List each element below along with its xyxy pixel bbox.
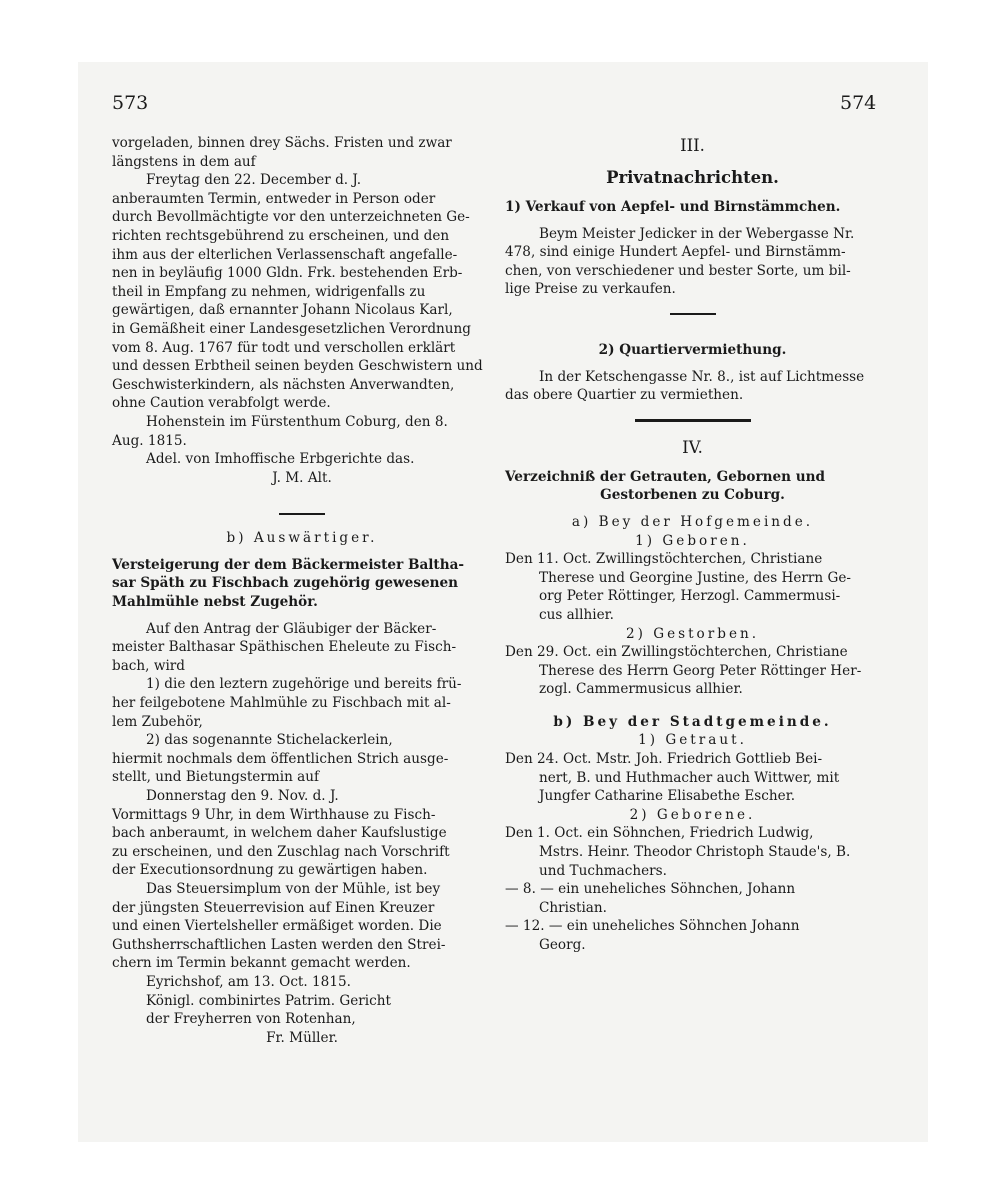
text-line: Auf den Antrag der Gläubiger der Bäcker- <box>146 620 437 637</box>
text-line: Christian. <box>539 899 607 916</box>
text-line: durch Bevollmächtigte vor den unterzeichneten Ge- <box>112 209 470 226</box>
text-line: stellt, und Bietungstermin auf <box>112 769 320 786</box>
text-line: das obere Quartier zu vermiethen. <box>505 387 744 404</box>
text-line: zu erscheinen, und den Zuschlag nach Vorschrift <box>112 843 450 860</box>
text-line: Beym Meister Jedicker in der Webergasse Nr. <box>539 225 855 242</box>
signature: der Freyherren von Rotenhan, <box>146 1011 356 1028</box>
text-line: Den 29. Oct. ein Zwillingstöchterchen, Christiane <box>505 644 848 661</box>
text-line: theil in Empfang zu nehmen, widrigenfalls zu <box>112 283 426 300</box>
text-line: 1) die den leztern zugehörige und bereits frü- <box>146 676 462 693</box>
text-line: chen, von verschiedener und bester Sorte, um bil- <box>505 262 851 279</box>
text-line: und dessen Erbtheil seinen beyden Geschwistern und <box>112 358 483 375</box>
text-line: lem Zubehör, <box>112 713 203 730</box>
sub-heading: 2) Gestorben. <box>625 625 760 642</box>
auction-title: Versteigerung der dem Bäckermeister Baltha- <box>112 556 465 573</box>
left-column <box>112 134 492 1047</box>
text-line: bach anberaumt, in welchem daher Kaufslustige <box>112 825 447 842</box>
right-column <box>505 134 880 955</box>
text-line: In der Ketschengasse Nr. 8., ist auf Lichtmesse <box>539 368 865 385</box>
text-line: längstens in dem auf <box>112 153 256 170</box>
sub-heading: b) Auswärtiger. <box>226 530 378 547</box>
section-title: Gestorbenen zu Coburg. <box>600 487 785 504</box>
text-line: richten rechtsgebührend zu erscheinen, und den <box>112 227 450 244</box>
section-number: III. <box>680 136 705 155</box>
text-line: Freytag den 22. December d. J. <box>146 172 362 189</box>
text-line: Guthsherrschaftlichen Lasten werden den Strei- <box>112 936 446 953</box>
signature: Adel. von Imhoffische Erbgerichte das. <box>146 451 415 468</box>
text-line: — 8. — ein uneheliches Söhnchen, Johann <box>505 881 796 898</box>
text-line: Georg. <box>539 937 586 953</box>
text-line: Jungfer Catharine Elisabethe Escher. <box>539 788 796 805</box>
place-date: Aug. 1815. <box>112 432 187 449</box>
text-line: 2) das sogenannte Stichelackerlein, <box>146 732 393 749</box>
text-line: der jüngsten Steuerrevision auf Einen Kreuzer <box>112 899 435 916</box>
sub-heading: 1) Getraut. <box>638 732 747 749</box>
text-line: gewärtigen, daß ernannter Johann Nicolaus Karl, <box>112 302 453 319</box>
text-line: cus allhier. <box>539 606 614 623</box>
signature: Fr. Müller. <box>266 1029 338 1046</box>
text-line: Vormittags 9 Uhr, in dem Wirthhause zu Fisch- <box>112 806 436 823</box>
text-line: anberaumten Termin, entweder in Person oder <box>112 190 436 207</box>
signature: Königl. combinirtes Patrim. Gericht <box>146 992 391 1009</box>
text-line: bach, wird <box>112 657 186 674</box>
place-date: Eyrichshof, am 13. Oct. 1815. <box>146 973 351 990</box>
place-date: Hohenstein im Fürstenthum Coburg, den 8. <box>146 413 448 430</box>
page-number-right: 574 <box>840 92 877 114</box>
section-title: Privatnachrichten. <box>606 168 779 187</box>
sub-heading: a) Bey der Hofgemeinde. <box>571 513 814 530</box>
text-line: ihm aus der elterlichen Verlassenschaft angefalle- <box>112 246 458 263</box>
text-line: der Executionsordnung zu gewärtigen haben. <box>112 862 428 879</box>
text-line: org Peter Röttinger, Herzogl. Cammermusi- <box>539 588 841 605</box>
sub-heading: 1) Geboren. <box>635 532 750 549</box>
text-line: chern im Termin bekannt gemacht werden. <box>112 955 411 972</box>
text-line: 478, sind einige Hundert Aepfel- und Birnstämm- <box>505 244 846 261</box>
text-line: in Gemäßheit einer Landesgesetzlichen Verordnung <box>112 320 471 337</box>
text-line: und Tuchmachers. <box>539 862 667 879</box>
section-number: IV. <box>682 437 703 457</box>
text-line: nen in beyläufig 1000 Gldn. Frk. bestehenden Erb- <box>112 265 463 282</box>
text-line: Den 24. Oct. Mstr. Joh. Friedrich Gottlieb Bei- <box>505 751 823 768</box>
text-line: Donnerstag den 9. Nov. d. J. <box>146 788 339 804</box>
text-line: und einen Viertelsheller ermäßiget worden. Die <box>112 918 442 935</box>
text-line: Geschwisterkindern, als nächsten Anverwandten, <box>112 376 455 393</box>
text-line: Den 11. Oct. Zwillingstöchterchen, Christiane <box>505 551 823 568</box>
text-line: vorgeladen, binnen drey Sächs. Fristen und zwar <box>112 135 452 151</box>
text-line: ohne Caution verabfolgt werde. <box>112 395 331 412</box>
text-line: hiermit nochmals dem öffentlichen Strich ausge- <box>112 750 449 767</box>
text-line: Den 1. Oct. ein Söhnchen, Friedrich Ludwig, <box>505 825 814 842</box>
text-line: her feilgebotene Mahlmühle zu Fischbach mit al- <box>112 695 451 712</box>
text-line: Therese des Herrn Georg Peter Röttinger Her- <box>539 662 862 679</box>
text-line: zogl. Cammermusicus allhier. <box>539 681 743 698</box>
text-line: — 12. — ein uneheliches Söhnchen Johann <box>505 918 800 935</box>
auction-title: sar Späth zu Fischbach zugehörig gewesenen <box>112 575 459 592</box>
item-heading: 2) Quartiervermiethung. <box>598 341 787 358</box>
sub-heading: 2) Geborene. <box>629 806 756 823</box>
text-line: nert, B. und Huthmacher auch Wittwer, mit <box>539 769 840 786</box>
text-line: meister Balthasar Späthischen Eheleute zu Fisch- <box>112 639 457 656</box>
item-heading: 1) Verkauf von Aepfel- und Birnstämmchen. <box>505 199 841 215</box>
section-title: Verzeichniß der Getrauten, Gebornen und <box>505 468 826 485</box>
sub-heading: b) Bey der Stadtgemeinde. <box>553 713 832 730</box>
text-line: Das Steuersimplum von der Mühle, ist bey <box>146 880 441 897</box>
text-line: lige Preise zu verkaufen. <box>505 281 676 298</box>
text-line: vom 8. Aug. 1767 für todt und verschollen erklärt <box>112 339 456 356</box>
auction-title: Mahlmühle nebst Zugehör. <box>112 594 318 611</box>
signature: J. M. Alt. <box>272 469 332 486</box>
text-line: Therese und Georgine Justine, des Herrn Ge- <box>539 569 851 586</box>
text-line: Mstrs. Heinr. Theodor Christoph Staude's, B. <box>539 844 851 861</box>
page-number-left: 573 <box>112 92 149 114</box>
